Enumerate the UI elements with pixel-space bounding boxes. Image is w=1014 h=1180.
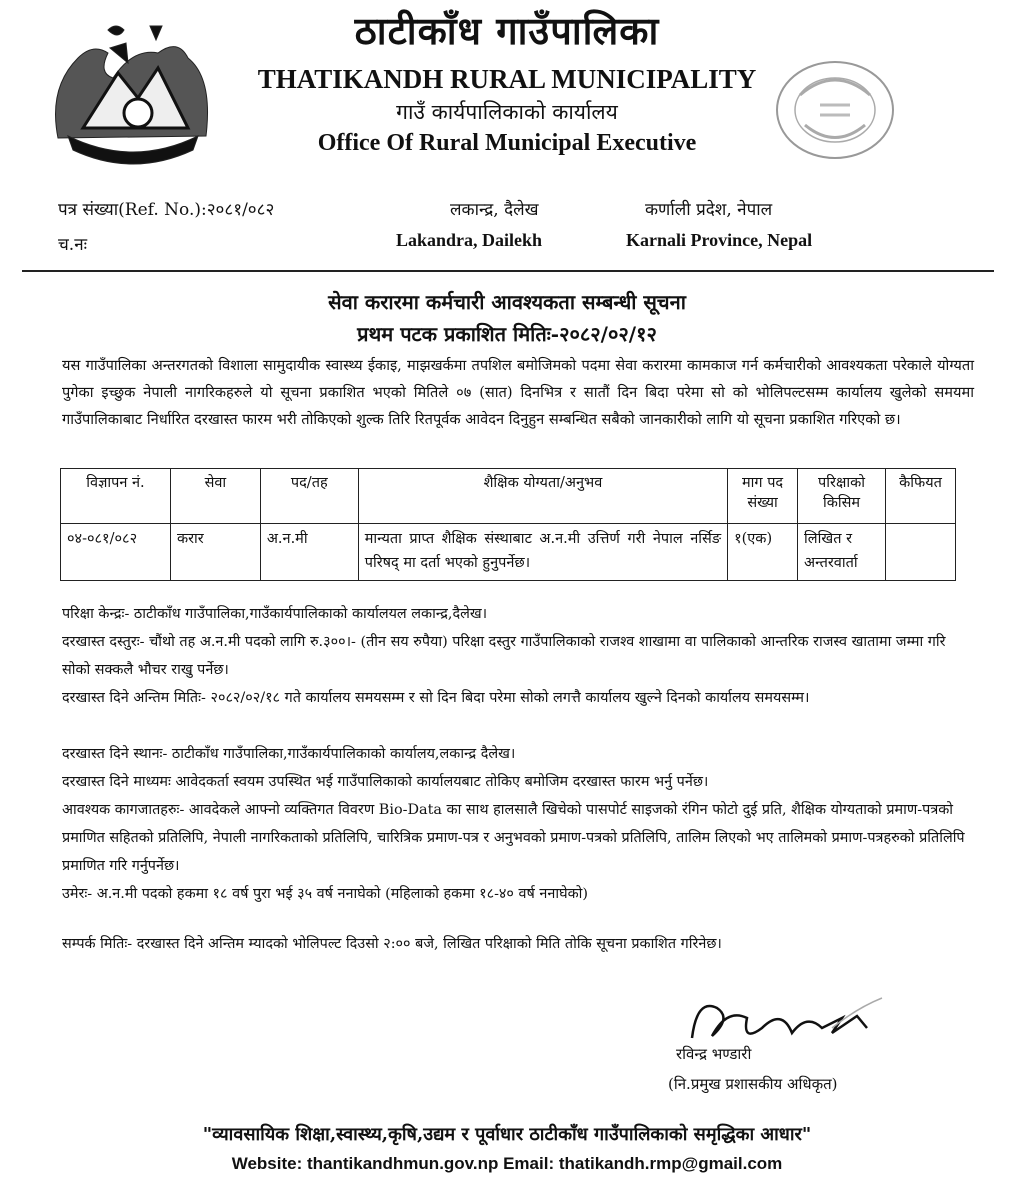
notice-intro: यस गाउँपालिका अन्तरगतको विशाला सामुदायीक स्वास्थ्य ईकाइ, माझखर्कमा तपशिल बमोजिमको पदमा सेवा करारमा कामकाज गर्न कर्मचारीको आवश्यकता परेकाले योग्यता पुगेका इच्छुक नेपाली नागरिकहरुले यो सूचना प्रकाशित भएको मितिले ०७ (सात) दिनभित्र र सातौं दिन बिदा परेमा सो को भोलिपल्टसम्म कार्यालय खुलेको समयमा गाउँपालिकाबाट निर्धारित दरखास्त फारम भरी तोकिएको शुल्क तिरि रितपूर्वक आवेदन दिनुहुन सम्बन्धित सबैको जानकारीको लागि यो सूचना प्रकाशित गरिएको छ। — [62, 357, 974, 428]
municipality-title-nepali: ठाटीकाँध गाउँपालिका — [354, 8, 660, 53]
header-service: सेवा — [170, 469, 260, 524]
province-english: Karnali Province, Nepal — [626, 230, 813, 250]
application-fee: दरखास्त दस्तुरः- चौंथो तह अ.न.मी पदको लागि रु.३००।- (तीन सय रुपैया) परिक्षा दस्तुर गाउँपालिकाको राजश्व शाखामा वा पालिकाको आन्तरिक राजस्व खातामा जम्मा गरि सोको सक्कलै भौचर राखु पर्नेछ। — [62, 634, 946, 678]
cell-remarks — [886, 524, 956, 581]
header-qualification: शैक्षिक योग्यता/अनुभव — [358, 469, 727, 524]
signatory-name: रविन्द्र भण्डारी — [676, 1045, 752, 1063]
cell-qualification: मान्यता प्राप्त शैक्षिक संस्थाबाट अ.न.मी उत्तिर्ण गरी नेपाल नर्सिङ परिषद् मा दर्ता भएको हुनुपर्नेछ। — [358, 524, 727, 581]
ref-value: २०८१/०८२ — [206, 200, 275, 220]
municipality-title-english: THATIKANDH RURAL MUNICIPALITY — [257, 64, 757, 94]
published-date: प्रथम पटक प्रकाशित मितिः-२०८२/०२/१२ — [357, 322, 657, 346]
application-place: दरखास्त दिने स्थानः- ठाटीकाँध गाउँपालिका,गाउँकार्यपालिकाको कार्यालय,लकान्द्र दैलेख। — [62, 746, 516, 762]
header-divider — [22, 270, 994, 272]
cell-post-count: १(एक) — [728, 524, 798, 581]
header-post-level: पद/तह — [260, 469, 358, 524]
footer-contact: Website: thantikandhmun.gov.np Email: thatikandh.rmp@gmail.com — [231, 1154, 783, 1173]
cell-service: करार — [170, 524, 260, 581]
table-row — [61, 524, 956, 581]
header-ad-number: विज्ञापन नं. — [61, 469, 171, 524]
notice-title: सेवा करारमा कर्मचारी आवश्यकता सम्बन्धी सूचना — [328, 290, 686, 314]
table-header-row — [61, 469, 956, 524]
signatory-title: (नि.प्रमुख प्रशासकीय अधिकृत) — [668, 1075, 838, 1093]
vacancy-table — [60, 468, 956, 581]
exam-center: परिक्षा केन्द्रः- ठाटीकाँध गाउँपालिका,गाउँकार्यपालिकाको कार्यालयल लकान्द्र,दैलेख। — [62, 606, 488, 622]
age-requirement: उमेरः- अ.न.मी पदको हकमा १८ वर्ष पुरा भई ३५ वर्ष ननाघेको (महिलाको हकमा १८-४० वर्ष ननाघेको) — [62, 886, 588, 902]
footer-slogan: "व्यावसायिक शिक्षा,स्वास्थ्य,कृषि,उद्यम र पूर्वाधार ठाटीकाँध गाउँपालिकाको समृद्धिका आधार" — [202, 1124, 812, 1145]
cell-exam-type: लिखित र अन्तरवार्ता — [798, 524, 886, 581]
header-post-count: माग पद संख्या — [728, 469, 798, 524]
cn-label: च.नः — [58, 235, 88, 255]
cell-ad-number: ०४-०८१/०८२ — [61, 524, 171, 581]
office-name-nepali: गाउँ कार्यपालिकाको कार्यालय — [396, 100, 618, 124]
location-english: Lakandra, Dailekh — [396, 230, 543, 250]
location-nepali: लकान्द्र, दैलेख — [450, 200, 539, 220]
office-name-english: Office Of Rural Municipal Executive — [317, 130, 697, 156]
province-nepali: कर्णाली प्रदेश, नेपाल — [645, 200, 773, 220]
cell-post-level: अ.न.मी — [260, 524, 358, 581]
application-method: दरखास्त दिने माध्यमः आवेदकर्ता स्वयम उपस्थित भई गाउँपालिकाको कार्यालयबाट तोकिए बमोजिम दरखास्त फारम भर्नु पर्नेछ। — [62, 774, 709, 790]
ref-number — [58, 197, 274, 220]
application-deadline: दरखास्त दिने अन्तिम मितिः- २०८२/०२/१८ गते कार्यालय समयसम्म र सो दिन बिदा परेमा सोको लगत्तै कार्यालय खुल्ने दिनको कार्यालय समयसम्म। — [62, 690, 810, 706]
contact-date: सम्पर्क मितिः- दरखास्त दिने अन्तिम म्यादको भोलिपल्ट दिउसो २:०० बजे, लिखित परिक्षाको मिति तोकि सूचना प्रकाशित गरिनेछ। — [62, 936, 722, 952]
header-exam-type: परिक्षाको किसिम — [798, 469, 886, 524]
header-remarks: कैफियत — [886, 469, 956, 524]
ref-label: पत्र संख्या(Ref. No.): — [58, 200, 207, 220]
required-documents: आवश्यक कागजातहरुः- आवदेकले आफ्नो व्यक्तिगत विवरण Bio-Data का साथ हालसालै खिचेको पासपोर्ट साइजको रंगिन फोटो दुई प्रति, शैक्षिक योग्यताको प्रमाण-पत्रको प्रमाणित सहितको प्रतिलिपि, नेपाली नागरिकताको प्रतिलिपि, चारित्रिक प्रमाण-पत्र र अनुभवको प्रमाण-पत्रको प्रतिलिपि, तालिम लिएको भए तालिमको प्रमाण-पत्रहरुको प्रतिलिपि प्रमाणित गरि गर्नुपर्नेछ। — [62, 802, 965, 874]
